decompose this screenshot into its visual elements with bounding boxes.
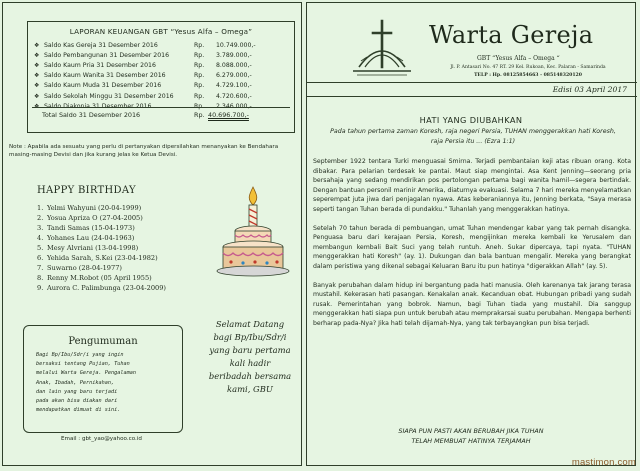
announcement-text: Bagi Bp/Ibu/Sdr/i yang ingin bersaksi tentang Pujian, Tuhan melalui Warta Gereja. Pengalaman Anak, Ibadah, Pernikahan, dan lain yang baru terjadi pada akan bisa diakan dari mendapatkan dimuat di sini. <box>36 352 136 414</box>
list-item: 7. Suwarno (28-04-1977) <box>37 264 122 272</box>
list-item: 9. Aurora C. Palimbunga (23-04-2009) <box>37 284 166 292</box>
list-item: 1. Yelmi Wahyuni (20-04-1999) <box>37 204 142 212</box>
birthday-cake-icon <box>213 185 293 285</box>
diamond-bullet-icon: ❖ <box>34 92 40 100</box>
right-panel <box>306 2 636 466</box>
contact-email: Email : gbt_yao@yahoo.co.id <box>61 436 142 442</box>
article-closing: SIAPA PUN PASTI AKAN BERUBAH JIKA TUHAN TELAH MEMBUAT HATINYA TERJAMAH <box>398 427 544 445</box>
diamond-bullet-icon: ❖ <box>34 61 40 69</box>
welcome-message: Selamat Datang bagi Bp/Ibu/Sdr/i yang baru pertama kali hadir beribadah bersama kami, GBU <box>208 319 292 394</box>
list-item: 8. Renny M.Robot (05 April 1955) <box>37 274 152 282</box>
article-lead: Pada tahun pertama zaman Koresh, raja negeri Persia, TUHAN menggerakkan hati Koresh, raja Persia itu ... (Ezra 1:1) <box>330 128 616 145</box>
edition-date: Edisi 03 April 2017 <box>552 85 627 94</box>
report-row: ❖ Saldo Kaum Wanita 31 Desember 2016 Rp. 6.279.000,- <box>34 72 252 80</box>
report-row: ❖ Saldo Sekolah Minggu 31 Desember 2016 Rp. 4.720.600,- <box>34 92 252 100</box>
masthead-phone: TELP : Hp. 08125854663 - 085148320120 <box>474 73 582 78</box>
report-note: Note : Apabila ada sesuatu yang perlu di pertanyakan dipersilahkan menanyakan ke Bendahara masing-masing Devisi dan jika kurang jelas ke Ketua Devisi. <box>9 144 279 159</box>
left-panel <box>2 2 302 466</box>
report-row: ❖ Saldo Kas Gereja 31 Desember 2016 Rp. 10.749.000,- <box>34 41 256 49</box>
report-row: ❖ Saldo Kaum Muda 31 Desember 2016 Rp. 4.729.100,- <box>34 82 252 90</box>
church-logo-icon <box>351 17 413 77</box>
list-item: 2. Yosua Apriza O (27-04-2005) <box>37 214 143 222</box>
article-paragraph: Setelah 70 tahun berada di pembuangan, umat Tuhan mendengar kabar yang tak pernah disangka. Penguasa baru dari kerajaan Persia, Koresh, mengijinkan mereka kembali ke Yerusalem dan membangun kembali Bait Suci yang telah runtuh. Aneh. Sukar dipercaya, tapi nyata. "TUHAN menggerakkan hati Koresh" (ay. 1). Dukungan dan bala bantuan mengalir. Mereka yang berangkat dalam peristiwa yang dikenal sebagai Keluaran Baru itu pun hatinya "digerakkan Allah" (ay. 5). <box>313 224 631 270</box>
edition-divider <box>307 96 637 97</box>
diamond-bullet-icon: ❖ <box>34 51 40 59</box>
list-item: 4. Yohanes Lau (24-04-1963) <box>37 234 135 242</box>
diamond-bullet-icon: ❖ <box>34 72 40 80</box>
masthead-divider <box>307 82 637 83</box>
masthead-address: Jl. P. Antasari No. 47 RT. 29 Kel. Rukoan, Kec. Palaran - Samarinda <box>450 65 606 70</box>
report-title: LAPORAN KEUANGAN GBT “Yesus Alfa – Omega” <box>69 27 253 36</box>
list-item: 6. Yehida Sarah, S.Kei (23-04-1982) <box>37 254 158 262</box>
financial-report <box>27 21 295 133</box>
article-body <box>313 157 631 338</box>
birthday-title: HAPPY BIRTHDAY <box>37 185 136 196</box>
list-item: 3. Tandi Samas (15-04-1973) <box>37 224 135 232</box>
announcement-scroll <box>23 325 183 433</box>
total-divider <box>32 107 290 108</box>
report-rows <box>34 40 292 111</box>
list-item: 5. Mesy Alvriani (13-04-1998) <box>37 244 139 252</box>
announcement-title: Pengumuman <box>68 336 138 347</box>
watermark: mastimon.com <box>571 457 636 468</box>
diamond-bullet-icon: ❖ <box>34 82 40 90</box>
article-title: HATI YANG DIUBAHKAN <box>419 115 523 125</box>
masthead-subtitle: GBT “Yesus Alfa – Omega “ <box>477 55 560 62</box>
report-total: Total Saldo 31 Desember 2016 Rp. 40.696.700,- <box>42 111 249 119</box>
birthday-list <box>37 203 166 293</box>
report-row: ❖ Saldo Kaum Pria 31 Desember 2016 Rp. 8.088.000,- <box>34 61 252 69</box>
report-row: ❖ Saldo Diakonia 31 Desember 2016 Rp. 2.346.000,- <box>34 102 252 110</box>
diamond-bullet-icon: ❖ <box>34 102 40 110</box>
report-row: ❖ Saldo Pembangunan 31 Desember 2016 Rp. 3.789.000,- <box>34 51 252 59</box>
diamond-bullet-icon: ❖ <box>34 41 40 49</box>
article-paragraph: September 1922 tentara Turki menguasai Smirna. Terjadi pembantaian keji atas ribuan orang. Kota dibakar. Para pelarian terdesak ke pantai. Maut siap mengintai. Asa Kent Jenning—seorang pria bersahaja yang sedang mendirikan pos pertolongan pertama bagi wanita hamil—segera bertindak. Dengan bantuan personil marinir Amerika, diaturnya evakuasi. Selama 7 hari mereka menyelamatkan seperempat juta jiwa dari penjagalan nyawa. Atas keberaniannya itu, Jenning berkata, "Saya merasa seperti tangan Tuhan berada di pundakku." Tuhanlah yang menggerakkan hatinya. <box>313 158 631 213</box>
article-paragraph: Banyak perubahan dalam hidup ini bergantung pada hati manusia. Oleh karenanya tak jarang terasa mustahil. Kekerasan hati pasangan. Kenakalan anak. Kecanduan obat. Hubungan pribadi yang sudah rusak. Pemerintahan yang bobrok. Namun, bagi Tuhan tiada yang mustahil. Dia sanggup menggerakkan hati siapa pun untuk berubah atau memprakarsai suatu perubahan. Mengapa berhenti berharap pada-Nya? Jika hati telah dijamah-Nya, yang tak terbayangkan pun bisa terjadi. <box>313 281 631 327</box>
masthead-title: Warta Gereja <box>429 21 594 49</box>
